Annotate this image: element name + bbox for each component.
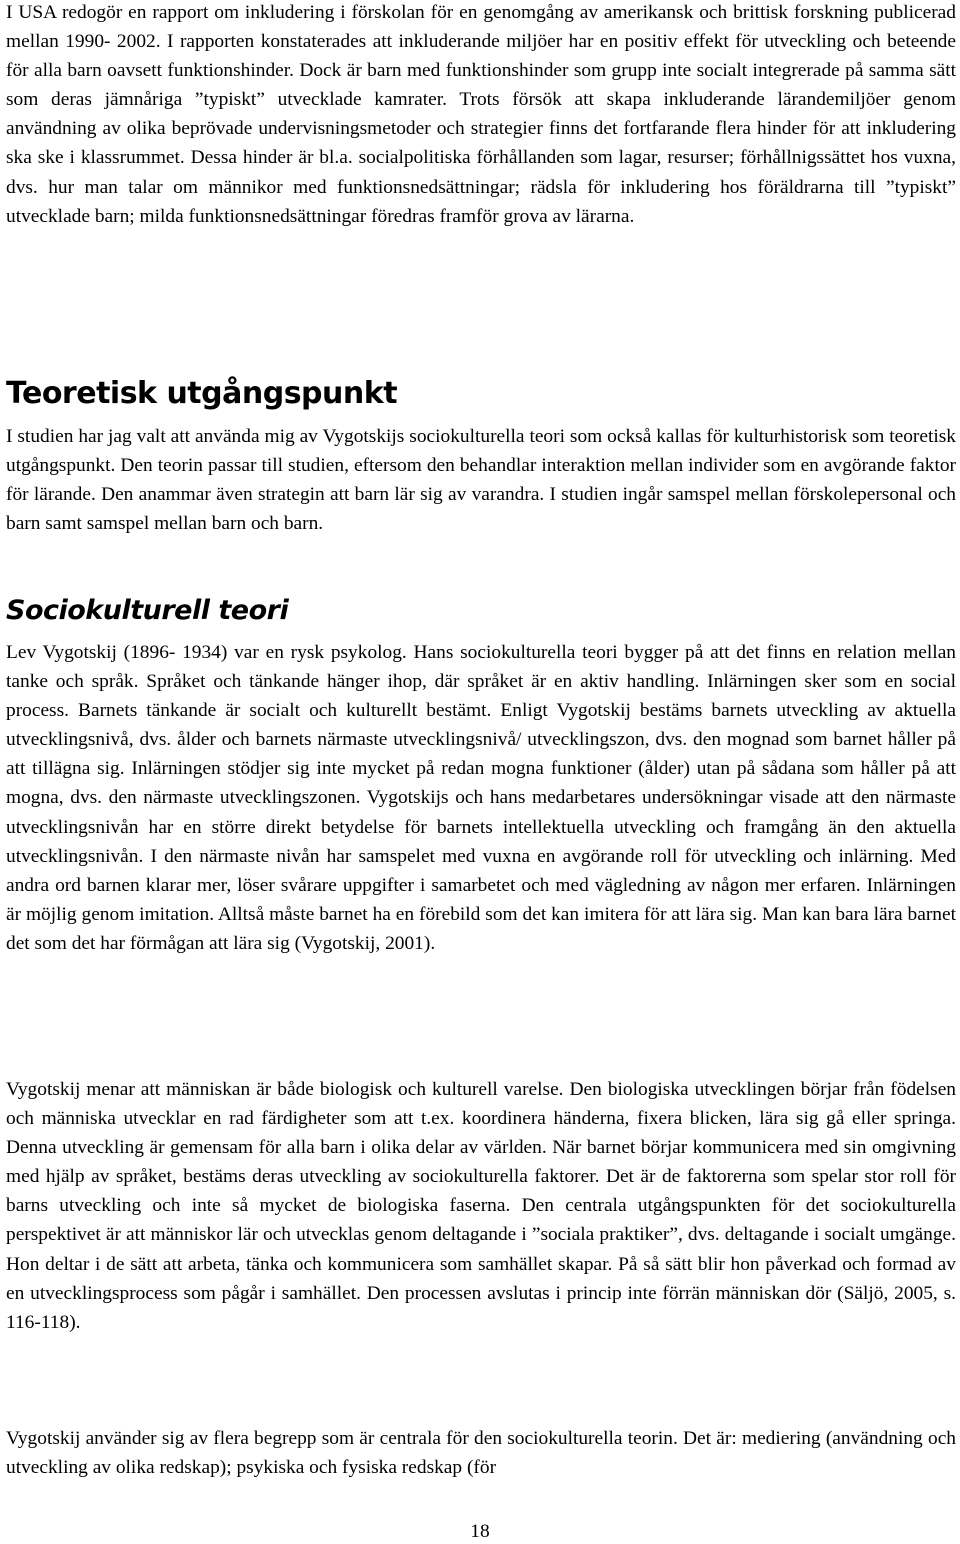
sociocultural-paragraph-1: Lev Vygotskij (1896- 1934) var en rysk psykolog. Hans sociokulturella teori bygger på att det finns en relation mellan tanke och språk. Språket och tänkande hänger ihop, där språket är en aktiv handling. Inlärningen sker som en social process. Barnets tänkande är socialt och kulturellt bestämt. Enligt Vygotskij bestäms barnets utveckling av aktuella utvecklingsnivå, dvs. ålder och barnets närmaste utvecklingsnivå/ utvecklingszon, dvs. den mognad som barnet håller på att tillägna sig. Inlärningen stödjer sig inte mycket på redan mogna funktioner (ålder) utan på sådana som håller på att mogna, dvs. den närmaste utvecklingszonen. Vygotskijs och hans medarbetares undersökningar visade att den närmaste utvecklingsnivån har en större direkt betydelse för barnets intellektuella utveckling och framgång än den aktuella utvecklingsnivån. I den närmaste nivån har samspelet med vuxna en avgörande roll för utveckling och inlärning. Med andra ord barnen klarar mer, löser svårare uppgifter i samarbetet och med vägledning av någon mer erfaren. Inlärningen är möjlig genom imitation. Alltså måste barnet ha en förebild som det kan imitera för att lära sig. Man kan bara lära barnet det som det har förmågan att lära sig (Vygotskij, 2001). bbox=[6, 642, 956, 954]
heading-theoretical-starting-point: Teoretisk utgångspunkt bbox=[6, 376, 398, 411]
sociocultural-paragraph-3: Vygotskij använder sig av flera begrepp som är centrala för den sociokulturella teorin. Det är: mediering (användning och utveckling av olika redskap); psykiska och fysiska redskap (för bbox=[6, 1428, 956, 1479]
sociocultural-paragraph-2: Vygotskij menar att människan är både biologisk och kulturell varelse. Den biologiska utvecklingen börjar från födelsen och människa utvecklar en rad färdigheter som att t.ex. koordinera händerna, fixera blicken, lära sig gå eller springa. Denna utveckling är gemensam för alla barn i olika delar av världen. När barnet börjar kommunicera med sin omgivning med hjälp av språket, bestäms deras utveckling av sociokulturella faktorer. Det är de faktorerna som spelar stor roll för barns utveckling och inte så mycket de biologiska faserna. Den centrala utgångspunkten för det sociokulturella perspektivet är att människor lär och utvecklas genom deltagande i ”sociala praktiker”, dvs. deltagande i socialt umgänge. Hon deltar i de sätt att arbeta, tänka och kommunicera som samhället skapar. På så sätt blir hon påverkad och formad av en utvecklingsprocess som pågår i samhället. Den processen avslutas i princip inte förrän människan dör (Säljö, 2005, s. 116-118). bbox=[6, 1079, 956, 1333]
intro-paragraph: I USA redogör en rapport om inkludering i förskolan för en genomgång av amerikansk och brittisk forskning publicerad mellan 1990- 2002. I rapporten konstaterades att inkluderande miljöer har en positiv effekt för utveckling och beteende för alla barn oavsett funktionshinder. Dock är barn med funktionshinder som grupp inte socialt integrerade på samma sätt som deras jämnåriga ”typiskt” utvecklade kamrater. Trots försök att skapa inkluderande lärandemiljöer genom användning av olika beprövade undervisningsmetoder och strategier finns det fortfarande flera hinder för att inkludering ska ske i klassrummet. Dessa hinder är bl.a. socialpolitiska förhållanden som lagar, resurser; förhållnigssättet hos vuxna, dvs. hur man talar om männikor med funktionsnedsättningar; rädsla för inkludering hos föräldrarna till ”typiskt” utvecklade barn; milda funktionsnedsättningar föredras framför grova av lärarna. bbox=[6, 2, 956, 227]
theory-paragraph: I studien har jag valt att använda mig av Vygotskijs sociokulturella teori som också kallas för kulturhistorisk som teoretisk utgångspunkt. Den teorin passar till studien, eftersom den behandlar interaktion mellan individer som en avgörande faktor för lärande. Den anammar även strategin att barn lär sig av varandra. I studien ingår samspel mellan förskolepersonal och barn samt samspel mellan barn och barn. bbox=[6, 426, 956, 535]
page-number: 18 bbox=[470, 1521, 490, 1542]
heading-sociocultural-theory: Sociokulturell teori bbox=[6, 595, 289, 626]
